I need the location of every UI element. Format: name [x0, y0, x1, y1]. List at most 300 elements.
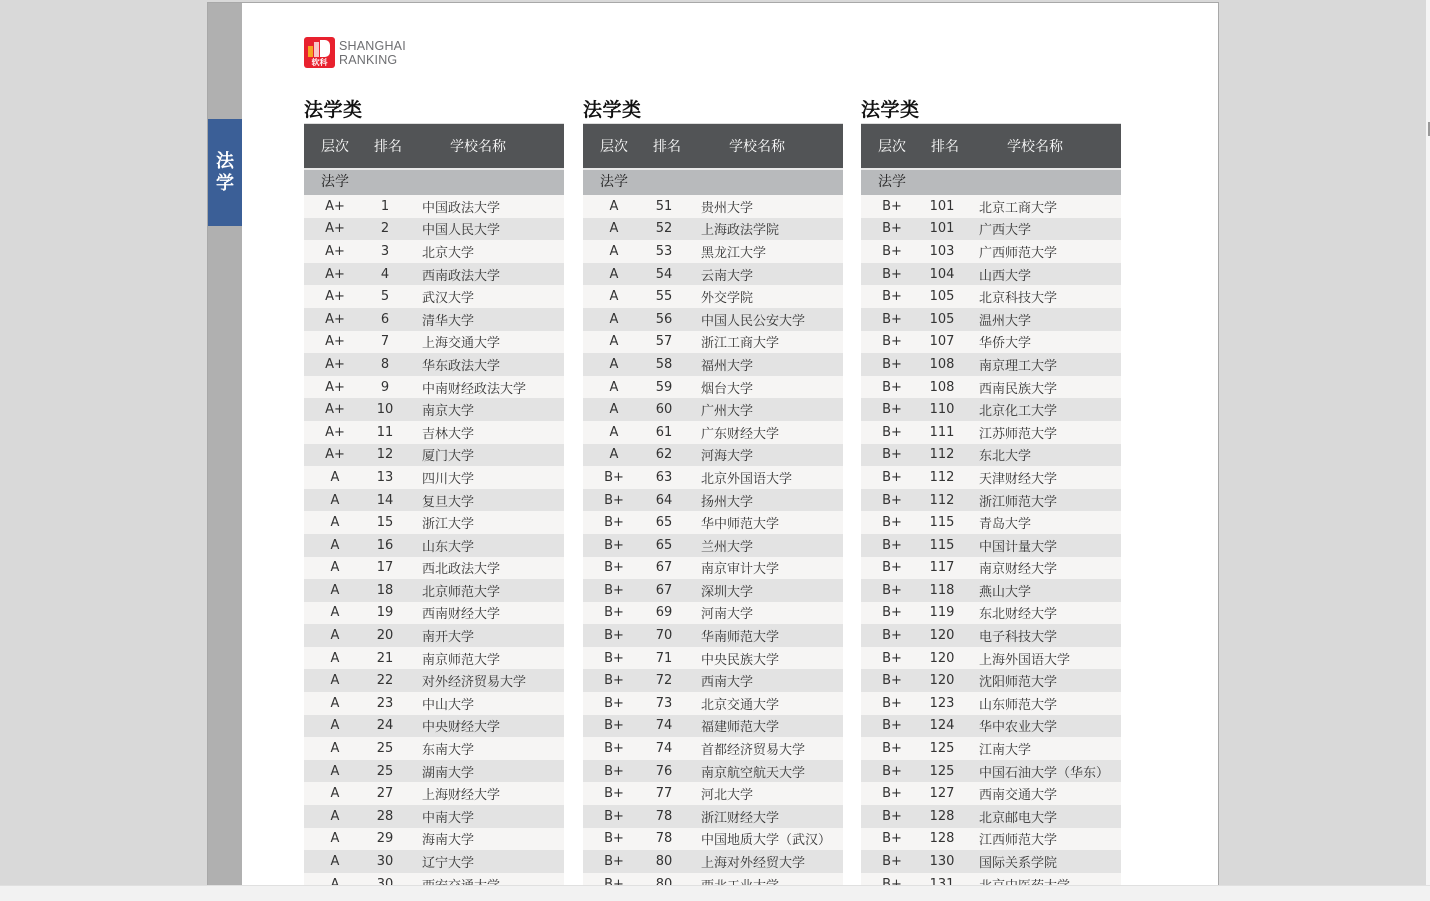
table-row: [861, 398, 1121, 421]
cell-level: A: [609, 221, 619, 237]
cell-level: B+: [882, 515, 902, 531]
cell-rank: 24: [376, 718, 394, 734]
logo-line-2: RANKING: [339, 52, 398, 67]
cell-rank: 108: [929, 379, 955, 395]
logo-line-1: SHANGHAI: [339, 38, 406, 53]
cell-rank: 78: [655, 831, 673, 847]
cell-rank: 13: [376, 469, 394, 485]
cell-level: A: [609, 198, 619, 214]
cell-rank: 124: [929, 718, 955, 734]
cell-level: A: [609, 243, 619, 259]
header-level: 层次: [600, 139, 628, 155]
table-row: [583, 511, 843, 534]
table-row: [583, 647, 843, 670]
table-row: [861, 850, 1121, 873]
table-row: [861, 511, 1121, 534]
cell-level: B+: [882, 492, 902, 508]
header-school: 学校名称: [450, 139, 506, 155]
cell-school: 吉林大学: [422, 426, 475, 442]
cell-level: A: [330, 831, 340, 847]
cell-level: B+: [882, 221, 902, 237]
cell-level: B+: [882, 243, 902, 259]
cell-rank: 62: [655, 447, 673, 463]
cell-level: A+: [325, 266, 345, 282]
cell-rank: 73: [655, 695, 673, 711]
cell-level: B+: [882, 424, 902, 440]
cell-school: 深圳大学: [701, 584, 754, 600]
table-row: [861, 602, 1121, 625]
cell-rank: 57: [655, 334, 673, 350]
cell-level: B+: [882, 469, 902, 485]
header-school: 学校名称: [1007, 139, 1063, 155]
table-row: [861, 421, 1121, 444]
table-row: [861, 534, 1121, 557]
cell-school: 广西师范大学: [979, 245, 1058, 261]
cell-rank: 123: [929, 695, 955, 711]
cell-school: 华中农业大学: [979, 720, 1058, 736]
table-row: [304, 760, 564, 783]
table-row: [861, 828, 1121, 851]
cell-level: B+: [882, 334, 902, 350]
cell-school: 广西大学: [979, 223, 1032, 239]
cell-school: 中央财经大学: [422, 720, 501, 736]
table-row: [861, 308, 1121, 331]
column-title: 法学类: [304, 99, 363, 121]
cell-rank: 70: [655, 628, 673, 644]
cell-level: B+: [882, 379, 902, 395]
table-row: [583, 195, 843, 218]
cell-rank: 28: [376, 808, 394, 824]
cell-level: B+: [604, 808, 624, 824]
table-row: [304, 331, 564, 354]
cell-level: A: [609, 266, 619, 282]
cell-rank: 115: [929, 515, 955, 531]
cell-school: 上海外国语大学: [979, 652, 1071, 668]
cell-rank: 12: [376, 447, 394, 463]
table-row: [583, 218, 843, 241]
cell-level: A: [609, 311, 619, 327]
cell-school: 华东政法大学: [422, 358, 501, 374]
table-row: [583, 557, 843, 580]
table-subheader: 法学: [583, 168, 843, 195]
table-body: [861, 195, 1121, 895]
table-row: [304, 579, 564, 602]
cell-school: 复旦大学: [422, 494, 475, 510]
horizontal-scrollbar[interactable]: [0, 885, 1430, 901]
table-row: [304, 828, 564, 851]
cell-level: B+: [882, 356, 902, 372]
cell-school: 中国地质大学（武汉）: [701, 833, 832, 849]
cell-rank: 5: [380, 289, 390, 305]
cell-rank: 112: [929, 469, 955, 485]
cell-rank: 25: [376, 763, 394, 779]
cell-school: 厦门大学: [422, 449, 475, 465]
cell-rank: 67: [655, 560, 673, 576]
table-row: [304, 376, 564, 399]
table-row: [304, 715, 564, 738]
cell-school: 中南大学: [422, 810, 475, 826]
header-rank: 排名: [374, 139, 402, 155]
table-row: [861, 669, 1121, 692]
table-row: [583, 353, 843, 376]
table-row: [861, 624, 1121, 647]
cell-rank: 16: [376, 537, 394, 553]
cell-level: A: [330, 854, 340, 870]
table-row: [304, 195, 564, 218]
table-row: [304, 805, 564, 828]
cell-level: B+: [604, 560, 624, 576]
cell-rank: 110: [929, 402, 955, 418]
cell-school: 扬州大学: [701, 494, 754, 510]
cell-level: B+: [604, 650, 624, 666]
cell-level: A: [609, 379, 619, 395]
column-title: 法学类: [861, 99, 920, 121]
cell-school: 华侨大学: [979, 336, 1032, 352]
cell-rank: 15: [376, 515, 394, 531]
table-row: [583, 331, 843, 354]
cell-school: 云南大学: [701, 268, 754, 284]
cell-level: B+: [604, 628, 624, 644]
table-row: [304, 602, 564, 625]
table-row: [304, 285, 564, 308]
logo-wordmark: [339, 39, 406, 67]
cell-school: 中国人民公安大学: [701, 313, 806, 329]
cell-school: 对外经济贸易大学: [422, 675, 527, 691]
cell-level: B+: [882, 831, 902, 847]
table-row: [583, 398, 843, 421]
cell-school: 首都经济贸易大学: [701, 743, 806, 759]
cell-rank: 58: [655, 356, 673, 372]
table-row: [583, 421, 843, 444]
cell-rank: 59: [655, 379, 673, 395]
cell-school: 河海大学: [701, 449, 754, 465]
table-row: [861, 466, 1121, 489]
cell-rank: 120: [929, 650, 955, 666]
table-row: [304, 850, 564, 873]
cell-level: A: [330, 492, 340, 508]
table-row: [583, 308, 843, 331]
cell-rank: 8: [380, 356, 390, 372]
cell-level: A: [609, 334, 619, 350]
cell-level: B+: [604, 741, 624, 757]
table-row: [861, 444, 1121, 467]
table-row: [304, 218, 564, 241]
cell-school: 北京工商大学: [979, 200, 1058, 216]
cell-rank: 80: [655, 854, 673, 870]
cell-level: B+: [882, 786, 902, 802]
cell-rank: 104: [929, 266, 955, 282]
cell-school: 中国政法大学: [422, 200, 501, 216]
cell-level: B+: [882, 560, 902, 576]
table-row: [583, 805, 843, 828]
cell-level: B+: [604, 786, 624, 802]
table-row: [304, 557, 564, 580]
table-row: [861, 240, 1121, 263]
cell-level: B+: [604, 537, 624, 553]
cell-level: A: [330, 718, 340, 734]
cell-school: 兰州大学: [701, 539, 754, 555]
cell-school: 东北财经大学: [979, 607, 1058, 623]
section-tab-char-1: 法: [216, 150, 234, 172]
cell-level: B+: [604, 515, 624, 531]
cell-school: 上海交通大学: [422, 336, 501, 352]
ranking-column-2: [583, 97, 843, 895]
table-row: [304, 240, 564, 263]
cell-school: 北京大学: [422, 245, 475, 261]
cell-level: A: [330, 786, 340, 802]
table-row: [861, 263, 1121, 286]
cell-school: 南京财经大学: [979, 562, 1058, 578]
cell-school: 北京交通大学: [701, 697, 780, 713]
cell-rank: 51: [655, 198, 673, 214]
cell-school: 广东财经大学: [701, 426, 780, 442]
cell-rank: 118: [929, 582, 955, 598]
cell-level: B+: [604, 831, 624, 847]
cell-rank: 27: [376, 786, 394, 802]
cell-rank: 115: [929, 537, 955, 553]
table-row: [861, 489, 1121, 512]
table-row: [304, 782, 564, 805]
cell-level: B+: [604, 582, 624, 598]
cell-school: 清华大学: [422, 313, 475, 329]
table-row: [583, 782, 843, 805]
cell-level: B+: [604, 605, 624, 621]
table-row: [583, 376, 843, 399]
cell-level: B+: [882, 582, 902, 598]
table-row: [583, 692, 843, 715]
cell-rank: 53: [655, 243, 673, 259]
cell-rank: 67: [655, 582, 673, 598]
cell-level: B+: [604, 718, 624, 734]
cell-level: A: [330, 537, 340, 553]
table-row: [861, 557, 1121, 580]
cell-school: 西南大学: [701, 675, 754, 691]
cell-school: 福州大学: [701, 358, 754, 374]
cell-rank: 112: [929, 492, 955, 508]
cell-rank: 17: [376, 560, 394, 576]
cell-level: B+: [604, 854, 624, 870]
cell-school: 南京审计大学: [701, 562, 780, 578]
table-row: [304, 669, 564, 692]
table-row: [304, 444, 564, 467]
cell-school: 西南交通大学: [979, 788, 1058, 804]
cell-level: A+: [325, 289, 345, 305]
logo-mark-text: 软科: [311, 58, 328, 67]
table-row: [861, 285, 1121, 308]
cell-rank: 72: [655, 673, 673, 689]
cell-level: B+: [604, 695, 624, 711]
header-level: 层次: [878, 139, 906, 155]
cell-rank: 112: [929, 447, 955, 463]
cell-school: 沈阳师范大学: [979, 675, 1058, 691]
cell-rank: 4: [380, 266, 390, 282]
cell-rank: 78: [655, 808, 673, 824]
cell-school: 上海政法学院: [701, 223, 780, 239]
cell-rank: 65: [655, 515, 673, 531]
table-row: [861, 782, 1121, 805]
cell-school: 河南大学: [701, 607, 754, 623]
cell-rank: 101: [929, 198, 955, 214]
cell-level: B+: [882, 198, 902, 214]
table-row: [583, 624, 843, 647]
table-row: [304, 466, 564, 489]
table-row: [861, 647, 1121, 670]
cell-school: 青岛大学: [979, 517, 1032, 533]
cell-rank: 105: [929, 289, 955, 305]
cell-school: 武汉大学: [422, 291, 475, 307]
table-row: [583, 534, 843, 557]
cell-school: 中国计量大学: [979, 539, 1058, 555]
cell-school: 江南大学: [979, 743, 1032, 759]
cell-level: B+: [882, 537, 902, 553]
cell-level: B+: [882, 741, 902, 757]
cell-level: A+: [325, 243, 345, 259]
cell-school: 上海对外经贸大学: [701, 856, 806, 872]
table-row: [583, 489, 843, 512]
cell-school: 山东大学: [422, 539, 475, 555]
cell-rank: 22: [376, 673, 394, 689]
header-school: 学校名称: [729, 139, 785, 155]
ranking-column-1: [304, 97, 564, 895]
cell-school: 温州大学: [979, 313, 1032, 329]
table-row: [583, 828, 843, 851]
cell-rank: 74: [655, 741, 673, 757]
cell-rank: 65: [655, 537, 673, 553]
logo-mark-icon: [304, 37, 335, 68]
cell-rank: 10: [376, 402, 394, 418]
cell-school: 浙江大学: [422, 517, 475, 533]
cell-school: 天津财经大学: [979, 471, 1058, 487]
cell-level: A: [330, 560, 340, 576]
table-row: [583, 602, 843, 625]
cell-school: 南京理工大学: [979, 358, 1058, 374]
cell-level: A+: [325, 424, 345, 440]
cell-rank: 63: [655, 469, 673, 485]
shanghai-ranking-logo: [304, 37, 406, 68]
cell-level: B+: [882, 808, 902, 824]
table-row: [583, 466, 843, 489]
cell-level: A: [330, 605, 340, 621]
table-row: [304, 263, 564, 286]
cell-level: A: [609, 402, 619, 418]
table-row: [304, 353, 564, 376]
cell-rank: 11: [376, 424, 394, 440]
cell-rank: 60: [655, 402, 673, 418]
cell-school: 烟台大学: [701, 381, 754, 397]
cell-level: B+: [882, 718, 902, 734]
cell-level: B+: [882, 763, 902, 779]
cell-level: A: [330, 582, 340, 598]
table-row: [304, 489, 564, 512]
cell-rank: 103: [929, 243, 955, 259]
cell-school: 江西师范大学: [979, 833, 1058, 849]
cell-level: A+: [325, 379, 345, 395]
cell-rank: 74: [655, 718, 673, 734]
cell-school: 中南财经政法大学: [422, 381, 527, 397]
cell-level: A: [609, 289, 619, 305]
cell-rank: 76: [655, 763, 673, 779]
cell-school: 福建师范大学: [701, 720, 780, 736]
cell-school: 海南大学: [422, 833, 475, 849]
cell-rank: 29: [376, 831, 394, 847]
cell-rank: 130: [929, 854, 955, 870]
cell-rank: 128: [929, 808, 955, 824]
cell-level: A+: [325, 221, 345, 237]
cell-school: 西南政法大学: [422, 268, 501, 284]
cell-school: 华南师范大学: [701, 630, 780, 646]
cell-level: B+: [604, 492, 624, 508]
cell-level: B+: [882, 673, 902, 689]
cell-school: 浙江财经大学: [701, 810, 780, 826]
cell-school: 广州大学: [701, 404, 754, 420]
cell-school: 北京科技大学: [979, 291, 1058, 307]
cell-rank: 77: [655, 786, 673, 802]
cell-level: A: [330, 673, 340, 689]
cell-rank: 6: [380, 311, 390, 327]
cell-rank: 23: [376, 695, 394, 711]
cell-school: 外交学院: [701, 291, 754, 307]
header-level: 层次: [321, 139, 349, 155]
table-row: [861, 218, 1121, 241]
table-row: [583, 444, 843, 467]
cell-rank: 64: [655, 492, 673, 508]
cell-rank: 119: [929, 605, 955, 621]
cell-rank: 14: [376, 492, 394, 508]
table-row: [583, 715, 843, 738]
section-tab-char-2: 学: [216, 172, 234, 194]
table-header: [861, 123, 1121, 168]
cell-rank: 69: [655, 605, 673, 621]
cell-rank: 61: [655, 424, 673, 440]
cell-rank: 21: [376, 650, 394, 666]
cell-rank: 9: [380, 379, 390, 395]
cell-level: B+: [882, 311, 902, 327]
cell-rank: 30: [376, 854, 394, 870]
cell-rank: 52: [655, 221, 673, 237]
column-title: 法学类: [583, 99, 642, 121]
cell-school: 电子科技大学: [979, 630, 1058, 646]
cell-level: A: [609, 356, 619, 372]
table-row: [304, 421, 564, 444]
cell-rank: 56: [655, 311, 673, 327]
cell-school: 辽宁大学: [422, 856, 475, 872]
table-header: [583, 123, 843, 168]
cell-level: A: [330, 628, 340, 644]
table-row: [583, 737, 843, 760]
section-tab-law: [208, 119, 242, 226]
cell-level: A+: [325, 198, 345, 214]
cell-rank: 25: [376, 741, 394, 757]
cell-level: B+: [882, 628, 902, 644]
table-row: [304, 534, 564, 557]
table-row: [304, 737, 564, 760]
cell-level: B+: [882, 695, 902, 711]
table-row: [861, 737, 1121, 760]
cell-school: 东北大学: [979, 449, 1032, 465]
cell-school: 西南财经大学: [422, 607, 501, 623]
cell-school: 北京化工大学: [979, 404, 1058, 420]
cell-level: B+: [604, 469, 624, 485]
header-rank: 排名: [931, 139, 959, 155]
cell-level: A: [330, 741, 340, 757]
cell-rank: 120: [929, 628, 955, 644]
table-row: [583, 285, 843, 308]
cell-level: A: [609, 424, 619, 440]
cell-level: A+: [325, 356, 345, 372]
cell-rank: 128: [929, 831, 955, 847]
table-row: [861, 353, 1121, 376]
cell-rank: 20: [376, 628, 394, 644]
